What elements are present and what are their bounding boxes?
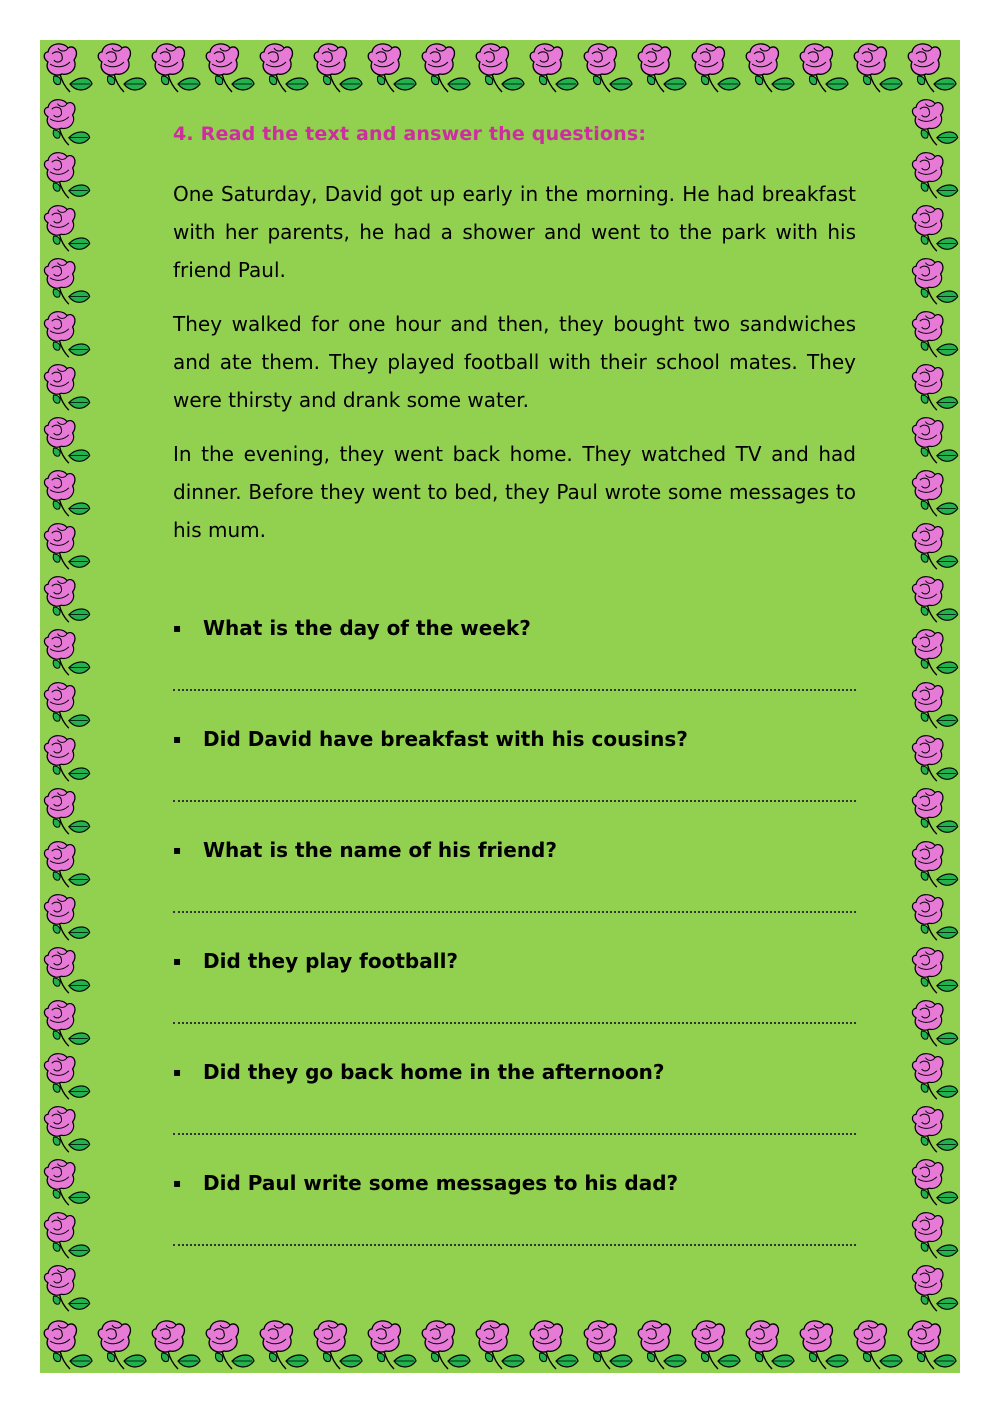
rose-icon [40,573,92,626]
rose-icon [40,414,92,467]
rose-icon [40,891,92,944]
question-2 [173,724,856,754]
answer-line-1[interactable] [173,689,856,691]
rose-icon [472,1317,526,1373]
story-paragraph-3: In the evening, they went back home. They watched TV and had dinner. Before they went to bed, they Paul wrote some messages to his mum. [173,442,856,542]
rose-icon [40,944,92,997]
question-6 [173,1168,856,1198]
rose-icon [908,785,960,838]
rose-icon [40,40,94,96]
question-1 [173,613,856,643]
rose-icon [908,255,960,308]
rose-icon [908,679,960,732]
rose-icon [526,1317,580,1373]
question-text: Did David have breakfast with his cousins? [203,727,688,751]
rose-icon [908,308,960,361]
question-text: What is the name of his friend? [203,838,557,862]
rose-icon [796,40,850,96]
story-paragraph-2: They walked for one hour and then, they bought two sandwiches and ate them. They played football with their school mates. They were thirsty and drank some water. [173,312,856,412]
rose-icon [310,1317,364,1373]
rose-icon [40,1262,92,1315]
rose-icon [40,626,92,679]
story-paragraph-1: One Saturday, David got up early in the morning. He had breakfast with her parents, he had a shower and went to the park with his friend Paul. [173,182,856,282]
rose-icon [580,40,634,96]
rose-icon [850,40,904,96]
question-text: What is the day of the week? [203,616,531,640]
rose-icon [40,1103,92,1156]
rose-icon [688,40,742,96]
rose-icon [148,40,202,96]
rose-icon [40,467,92,520]
rose-icon [40,785,92,838]
rose-icon [256,1317,310,1373]
answer-line-6[interactable] [173,1244,856,1246]
answer-line-3[interactable] [173,911,856,913]
rose-border-left [40,96,92,1317]
rose-icon [742,1317,796,1373]
rose-icon [364,1317,418,1373]
question-text: Did they go back home in the afternoon? [203,1060,665,1084]
rose-icon [40,732,92,785]
rose-icon [908,944,960,997]
rose-icon [40,520,92,573]
rose-icon [904,1317,958,1373]
rose-icon [40,838,92,891]
rose-icon [256,40,310,96]
rose-icon [634,40,688,96]
rose-icon [908,732,960,785]
rose-icon [742,40,796,96]
question-text: Did they play football? [203,949,459,973]
rose-icon [908,997,960,1050]
question-3 [173,835,856,865]
rose-icon [40,1156,92,1209]
question-4 [173,946,856,976]
rose-icon [908,1156,960,1209]
rose-icon [908,520,960,573]
rose-icon [40,679,92,732]
rose-icon [634,1317,688,1373]
question-text: Did Paul write some messages to his dad? [203,1171,679,1195]
rose-icon [418,1317,472,1373]
rose-icon [908,1103,960,1156]
rose-icon [40,1317,94,1373]
bullet-icon: ▪ [173,732,182,746]
rose-icon [908,414,960,467]
answer-line-2[interactable] [173,800,856,802]
rose-icon [40,96,92,149]
rose-icon [40,1209,92,1262]
rose-icon [850,1317,904,1373]
rose-icon [40,1050,92,1103]
rose-icon [40,997,92,1050]
rose-icon [418,40,472,96]
bullet-icon: ▪ [173,621,182,635]
rose-border-bottom [40,1317,960,1373]
rose-icon [908,149,960,202]
worksheet-content [173,118,856,1279]
rose-icon [796,1317,850,1373]
rose-icon [94,1317,148,1373]
rose-icon [908,1050,960,1103]
rose-icon [908,891,960,944]
rose-icon [472,40,526,96]
rose-icon [202,1317,256,1373]
rose-icon [908,202,960,255]
rose-icon [908,96,960,149]
rose-icon [908,467,960,520]
bullet-icon: ▪ [173,1176,182,1190]
rose-icon [40,149,92,202]
rose-border-right [908,96,960,1317]
rose-icon [908,1209,960,1262]
rose-icon [908,838,960,891]
question-5 [173,1057,856,1087]
rose-icon [148,1317,202,1373]
bullet-icon: ▪ [173,843,182,857]
rose-icon [310,40,364,96]
rose-icon [202,40,256,96]
rose-icon [908,1262,960,1315]
rose-icon [908,573,960,626]
rose-icon [40,202,92,255]
rose-icon [908,361,960,414]
rose-border-top [40,40,960,96]
bullet-icon: ▪ [173,1065,182,1079]
question-list [173,613,856,1246]
rose-icon [94,40,148,96]
rose-icon [40,361,92,414]
rose-icon [526,40,580,96]
rose-icon [688,1317,742,1373]
answer-line-5[interactable] [173,1133,856,1135]
exercise-title: 4. Read the text and answer the questions: [173,123,647,145]
rose-icon [40,308,92,361]
rose-icon [40,255,92,308]
answer-line-4[interactable] [173,1022,856,1024]
rose-icon [364,40,418,96]
rose-icon [580,1317,634,1373]
bullet-icon: ▪ [173,954,182,968]
rose-icon [904,40,958,96]
rose-icon [908,626,960,679]
